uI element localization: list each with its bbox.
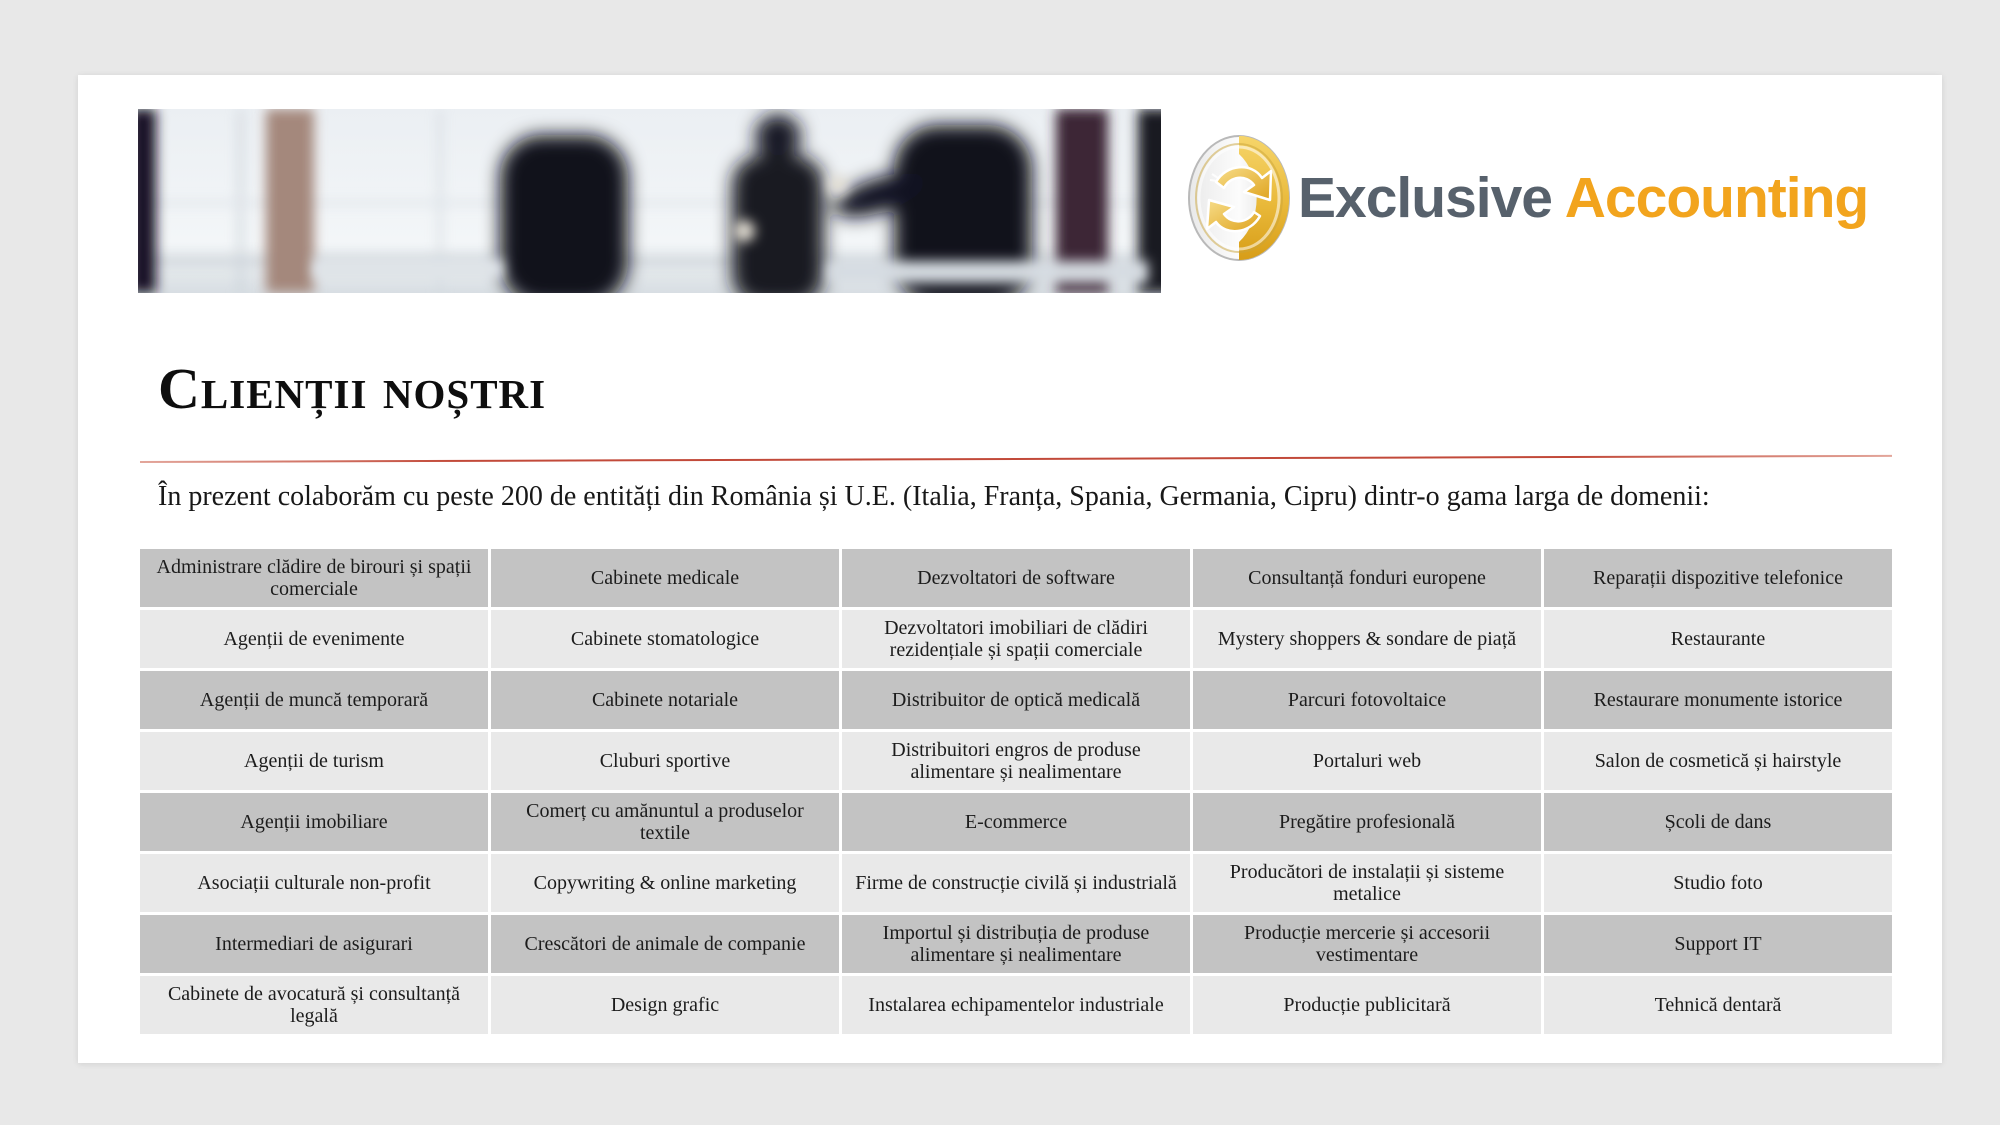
table-cell: Agenții de muncă temporară xyxy=(140,671,488,729)
table-cell: Cabinete de avocatură și consultanță legală xyxy=(140,976,488,1034)
table-cell: Intermediari de asigurari xyxy=(140,915,488,973)
table-row xyxy=(140,976,1892,1034)
table-cell: Studio foto xyxy=(1544,854,1892,912)
table-row xyxy=(140,793,1892,851)
business-people-photo-icon xyxy=(138,109,1161,293)
table-cell: Cluburi sportive xyxy=(491,732,839,790)
table-cell: Administrare clădire de birouri și spații comerciale xyxy=(140,549,488,607)
table-cell: Portaluri web xyxy=(1193,732,1541,790)
table-cell: E-commerce xyxy=(842,793,1190,851)
table-row xyxy=(140,610,1892,668)
page-title: Clienții noștri xyxy=(158,356,547,421)
accent-divider-line xyxy=(140,455,1892,463)
table-cell: Comerț cu amănuntul a produselor textile xyxy=(491,793,839,851)
table-cell: Cabinete notariale xyxy=(491,671,839,729)
intro-paragraph: În prezent colaborăm cu peste 200 de entități din România și U.E. (Italia, Franța, Spania, Germania, Cipru) dintr-o gama larga de domenii: xyxy=(158,481,1710,512)
table-cell: Cabinete stomatologice xyxy=(491,610,839,668)
logo-text xyxy=(1298,165,1868,231)
company-logo xyxy=(1186,123,1906,273)
table-cell: Agenții de evenimente xyxy=(140,610,488,668)
presentation-slide xyxy=(78,75,1942,1063)
table-cell: Asociații culturale non-profit xyxy=(140,854,488,912)
table-cell: Restaurante xyxy=(1544,610,1892,668)
table-row xyxy=(140,915,1892,973)
table-cell: Importul și distribuția de produse alimentare și nealimentare xyxy=(842,915,1190,973)
table-cell: Support IT xyxy=(1544,915,1892,973)
table-cell: Restaurare monumente istorice xyxy=(1544,671,1892,729)
table-cell: Cabinete medicale xyxy=(491,549,839,607)
table-cell: Firme de construcție civilă și industrială xyxy=(842,854,1190,912)
table-cell: Instalarea echipamentelor industriale xyxy=(842,976,1190,1034)
table-row xyxy=(140,671,1892,729)
table-cell: Producție publicitară xyxy=(1193,976,1541,1034)
table-cell: Parcuri fotovoltaice xyxy=(1193,671,1541,729)
table-cell: Agenții de turism xyxy=(140,732,488,790)
table-cell: Școli de dans xyxy=(1544,793,1892,851)
logo-word-secondary: Accounting xyxy=(1564,166,1869,230)
clients-table xyxy=(140,549,1892,1034)
table-cell: Agenții imobiliare xyxy=(140,793,488,851)
table-row xyxy=(140,732,1892,790)
table-cell: Crescători de animale de companie xyxy=(491,915,839,973)
table-cell: Pregătire profesională xyxy=(1193,793,1541,851)
table-cell: Salon de cosmetică și hairstyle xyxy=(1544,732,1892,790)
table-cell: Tehnică dentară xyxy=(1544,976,1892,1034)
table-cell: Reparații dispozitive telefonice xyxy=(1544,549,1892,607)
table-cell: Distribuitor de optică medicală xyxy=(842,671,1190,729)
coin-arrows-icon xyxy=(1186,130,1292,266)
table-cell: Producție mercerie și accesorii vestimentare xyxy=(1193,915,1541,973)
banner-photo xyxy=(138,109,1161,293)
table-cell: Design grafic xyxy=(491,976,839,1034)
table-cell: Producători de instalații și sisteme metalice xyxy=(1193,854,1541,912)
table-cell: Consultanță fonduri europene xyxy=(1193,549,1541,607)
logo-word-primary: Exclusive xyxy=(1298,166,1553,230)
table-row xyxy=(140,854,1892,912)
table-cell: Mystery shoppers & sondare de piață xyxy=(1193,610,1541,668)
table-cell: Dezvoltatori de software xyxy=(842,549,1190,607)
table-row xyxy=(140,549,1892,607)
table-cell: Copywriting & online marketing xyxy=(491,854,839,912)
table-cell: Distribuitori engros de produse alimentare și nealimentare xyxy=(842,732,1190,790)
table-cell: Dezvoltatori imobiliari de clădiri rezidențiale și spații comerciale xyxy=(842,610,1190,668)
